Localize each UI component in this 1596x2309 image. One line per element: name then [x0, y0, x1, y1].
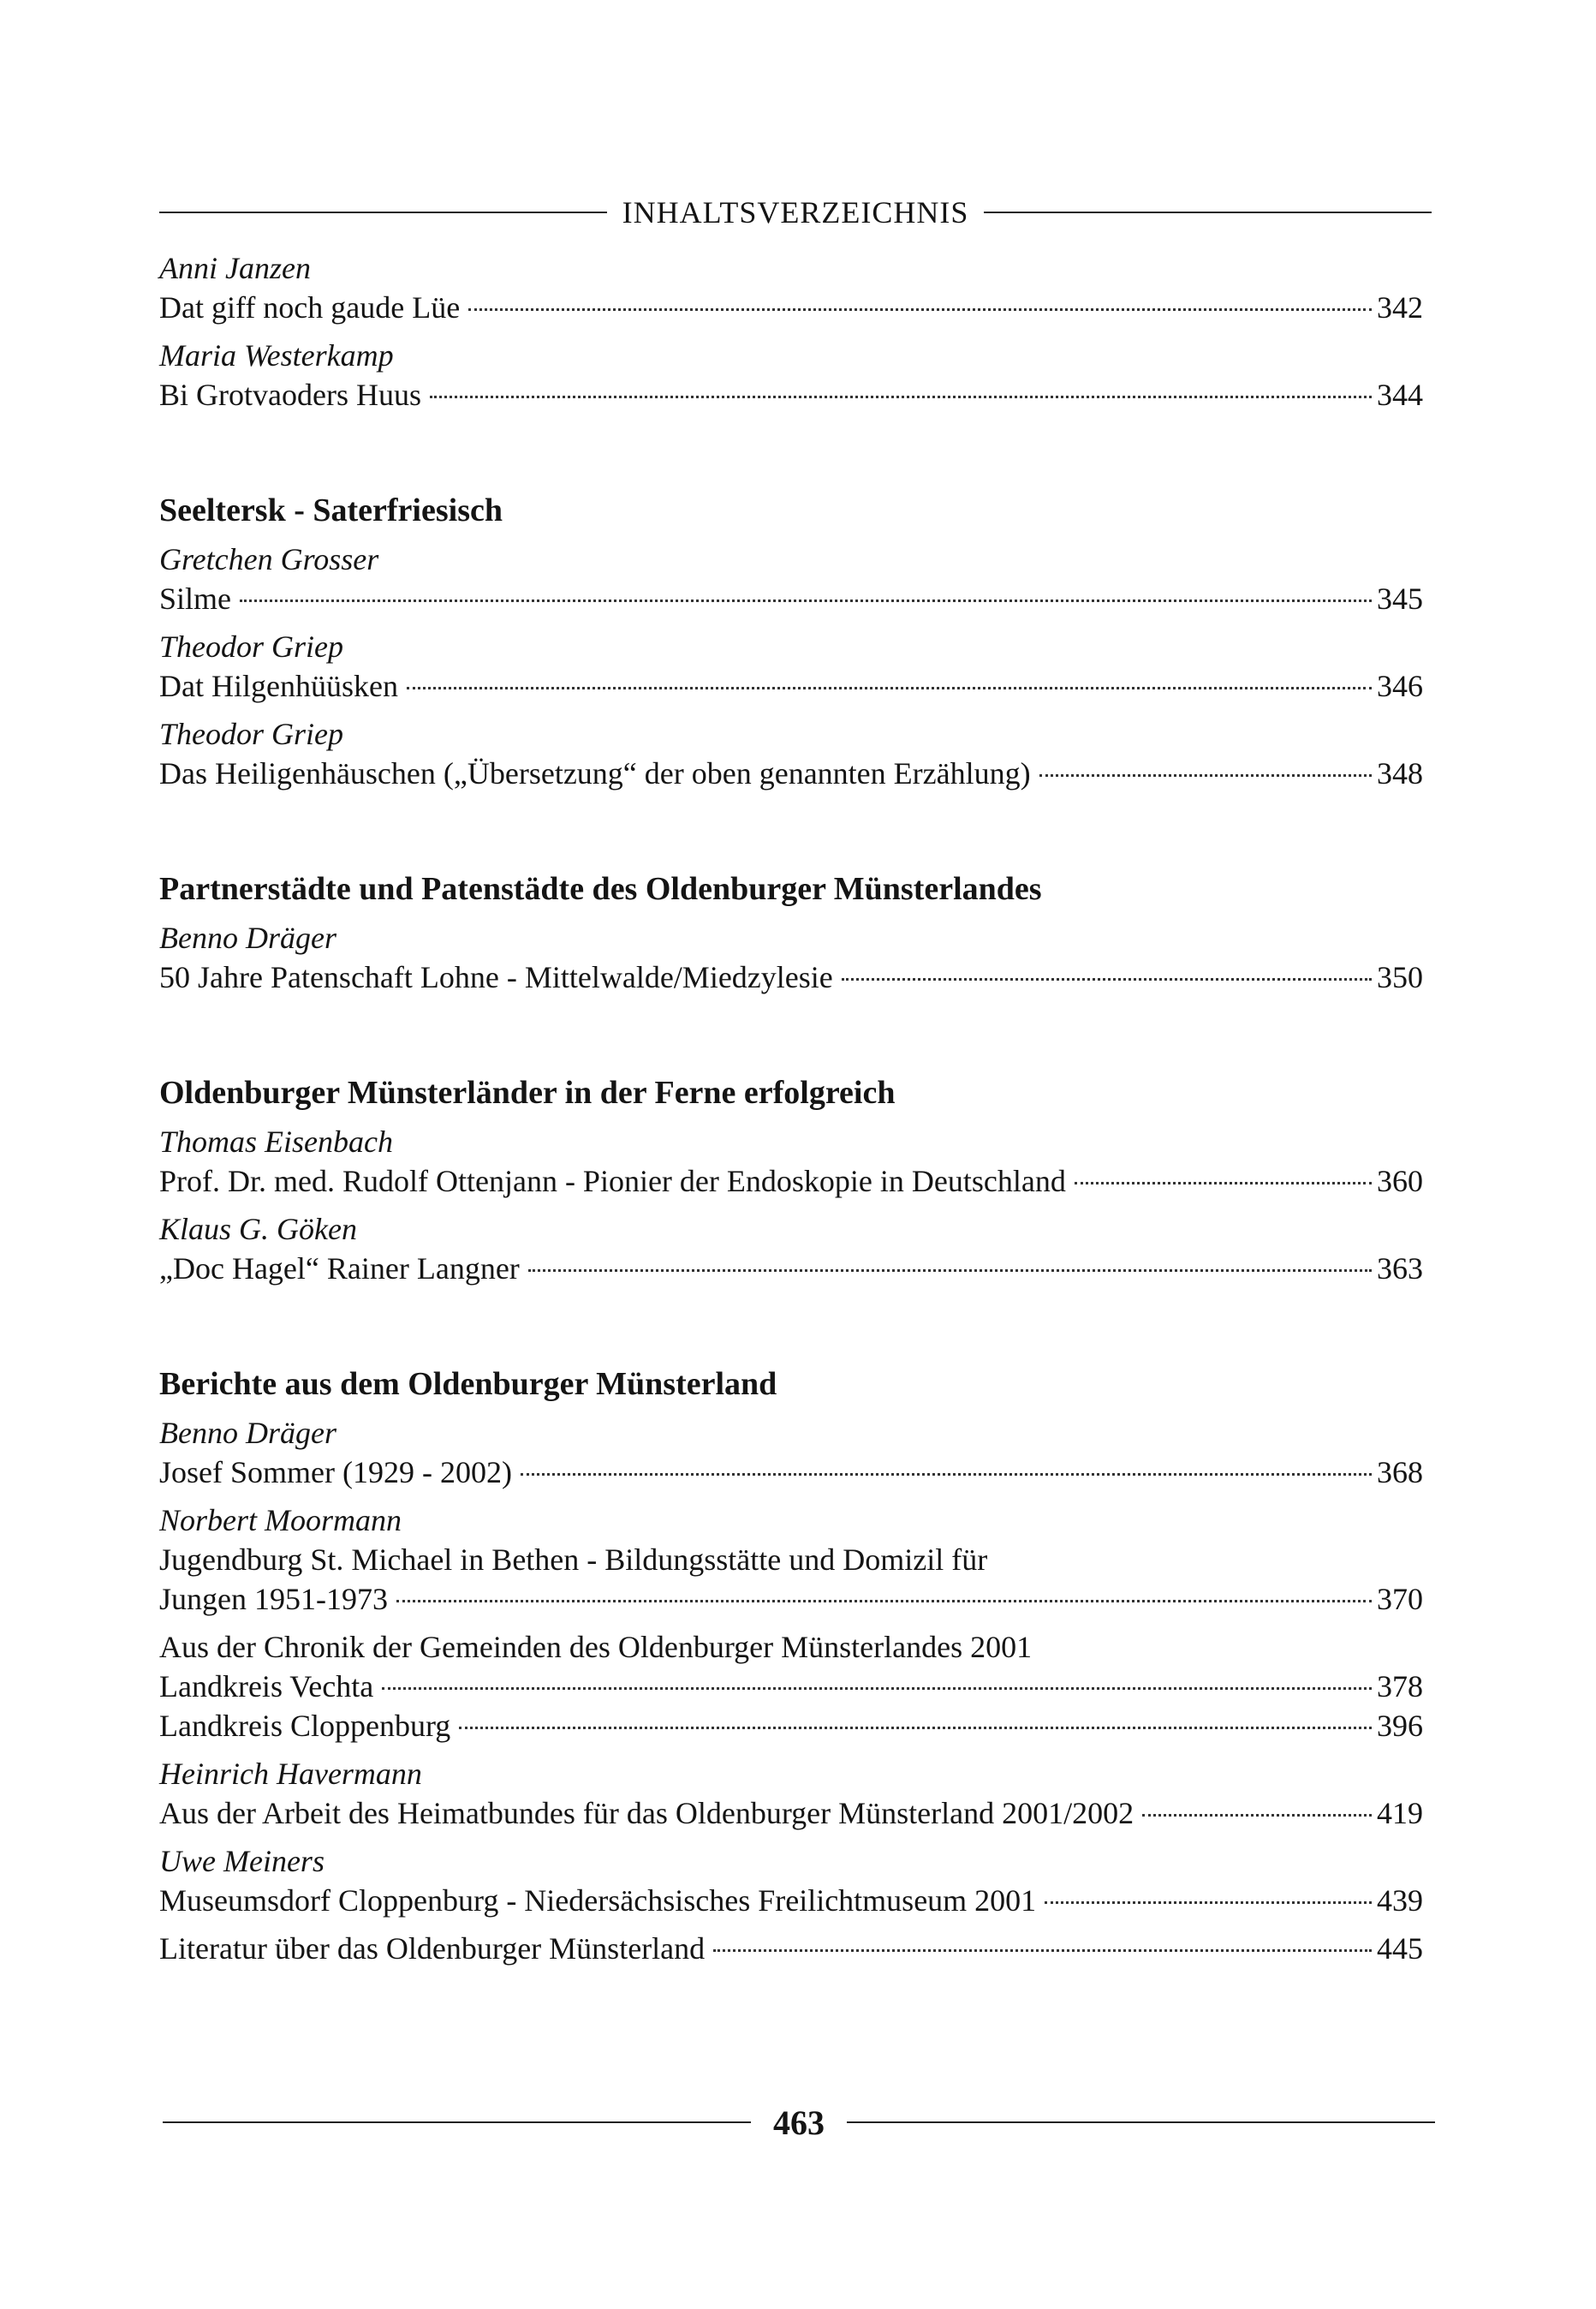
entry-author: Gretchen Grosser — [159, 542, 379, 576]
toc-entry — [159, 918, 1423, 997]
entry-author: Heinrich Havermann — [159, 1757, 422, 1791]
dot-leader — [430, 396, 1372, 398]
entry-title: Prof. Dr. med. Rudolf Ottenjann - Pionier der Endoskopie in Deutschland — [159, 1164, 1066, 1198]
entry-title: Dat giff noch gaude Lüe — [159, 290, 461, 325]
footer-rule-left — [163, 2121, 751, 2123]
entry-author: Thomas Eisenbach — [159, 1125, 393, 1159]
dot-leader — [521, 1473, 1372, 1476]
entry-title: 50 Jahre Patenschaft Lohne - Mittelwalde/Miedzylesie — [159, 960, 833, 994]
dot-leader — [1039, 774, 1372, 777]
header-title: INHALTSVERZEICHNIS — [622, 195, 969, 230]
page-footer — [163, 2100, 1435, 2145]
toc-entry — [159, 248, 1423, 327]
entry-title: Josef Sommer (1929 - 2002) — [159, 1455, 512, 1489]
toc-entry — [159, 1754, 1423, 1833]
entry-title: Landkreis Vechta — [159, 1669, 374, 1703]
entry-author: Maria Westerkamp — [159, 338, 394, 373]
dot-leader — [382, 1687, 1372, 1690]
dot-leader — [1075, 1182, 1372, 1184]
toc-line[interactable] — [159, 1579, 1423, 1619]
entry-page-number: 342 — [1377, 290, 1423, 325]
toc-section — [159, 868, 1423, 997]
toc-line[interactable] — [159, 1453, 1423, 1492]
entry-author: Uwe Meiners — [159, 1844, 325, 1878]
toc-section — [159, 248, 1423, 415]
toc-line[interactable] — [159, 1881, 1423, 1920]
entry-author: Benno Dräger — [159, 1416, 336, 1450]
dot-leader — [240, 600, 1372, 602]
table-of-contents — [159, 248, 1423, 1968]
entry-page-number: 419 — [1377, 1796, 1423, 1830]
toc-line[interactable] — [159, 375, 1423, 415]
toc-entry — [159, 1501, 1423, 1619]
entry-title: Dat Hilgenhüüsken — [159, 669, 398, 703]
dot-leader — [407, 687, 1372, 689]
section-title: Seeltersk - Saterfriesisch — [159, 492, 503, 528]
entry-title: Museumsdorf Cloppenburg - Niedersächsisches Freilichtmuseum 2001 — [159, 1883, 1037, 1918]
toc-line[interactable] — [159, 1706, 1423, 1745]
dot-leader — [1142, 1814, 1372, 1817]
toc-line[interactable] — [159, 1249, 1423, 1288]
entry-author: Klaus G. Göken — [159, 1212, 357, 1246]
entry-author: Theodor Griep — [159, 717, 343, 751]
entry-page-number: 370 — [1377, 1582, 1423, 1616]
entry-title: Jungen 1951-1973 — [159, 1582, 388, 1616]
entry-page-number: 445 — [1377, 1931, 1423, 1966]
toc-entry — [159, 1627, 1423, 1745]
toc-line[interactable] — [159, 1793, 1423, 1833]
entry-author: Benno Dräger — [159, 921, 336, 955]
toc-line[interactable] — [159, 1161, 1423, 1201]
toc-line[interactable] — [159, 579, 1423, 618]
entry-title: Landkreis Cloppenburg — [159, 1709, 451, 1743]
entry-page-number: 368 — [1377, 1455, 1423, 1489]
entry-author: Norbert Moormann — [159, 1503, 402, 1537]
toc-entry — [159, 540, 1423, 618]
entry-title: Das Heiligenhäuschen („Übersetzung“ der oben genannten Erzählung) — [159, 756, 1031, 791]
entry-author: Anni Janzen — [159, 251, 311, 285]
toc-line[interactable] — [159, 1929, 1423, 1968]
footer-rule-right — [847, 2121, 1435, 2123]
entry-title: Literatur über das Oldenburger Münsterland — [159, 1931, 706, 1966]
toc-section — [159, 490, 1423, 793]
entry-page-number: 346 — [1377, 669, 1423, 703]
section-title: Berichte aus dem Oldenburger Münsterland — [159, 1366, 777, 1402]
running-header — [159, 190, 1432, 235]
entry-page-number: 360 — [1377, 1164, 1423, 1198]
toc-entry — [159, 1413, 1423, 1492]
toc-entry — [159, 627, 1423, 706]
dot-leader — [713, 1949, 1372, 1952]
entry-page-number: 378 — [1377, 1669, 1423, 1703]
entry-title: Aus der Arbeit des Heimatbundes für das Oldenburger Münsterland 2001/2002 — [159, 1796, 1134, 1830]
entry-title: Aus der Chronik der Gemeinden des Oldenburger Münsterlandes 2001 — [159, 1630, 1033, 1664]
entry-page-number: 439 — [1377, 1883, 1423, 1918]
dot-leader — [468, 308, 1372, 311]
entry-page-number: 363 — [1377, 1251, 1423, 1286]
header-rule-left — [159, 212, 607, 213]
dot-leader — [396, 1600, 1372, 1602]
entry-page-number: 345 — [1377, 582, 1423, 616]
toc-line[interactable] — [159, 666, 1423, 706]
toc-line[interactable] — [159, 754, 1423, 793]
dot-leader — [459, 1727, 1372, 1729]
section-title: Oldenburger Münsterländer in der Ferne erfolgreich — [159, 1075, 896, 1111]
toc-line[interactable] — [159, 288, 1423, 327]
entry-page-number: 396 — [1377, 1709, 1423, 1743]
entry-title: Bi Grotvaoders Huus — [159, 378, 421, 412]
header-rule-right — [984, 212, 1432, 213]
entry-author: Theodor Griep — [159, 629, 343, 664]
page-number: 463 — [773, 2103, 825, 2142]
dot-leader — [1045, 1901, 1372, 1904]
toc-entry — [159, 336, 1423, 415]
toc-section — [159, 1363, 1423, 1968]
entry-title: Silme — [159, 582, 232, 616]
toc-line[interactable] — [159, 1667, 1423, 1706]
toc-entry — [159, 1929, 1423, 1968]
section-title: Partnerstädte und Patenstädte des Oldenburger Münsterlandes — [159, 871, 1042, 907]
entry-title: Jugendburg St. Michael in Bethen - Bildungsstätte und Domizil für — [159, 1542, 988, 1577]
dot-leader — [842, 978, 1372, 981]
entry-page-number: 350 — [1377, 960, 1423, 994]
toc-entry — [159, 1841, 1423, 1920]
entry-page-number: 344 — [1377, 378, 1423, 412]
dot-leader — [528, 1269, 1372, 1272]
entry-page-number: 348 — [1377, 756, 1423, 791]
toc-entry — [159, 1209, 1423, 1288]
toc-entry — [159, 1122, 1423, 1201]
toc-entry — [159, 714, 1423, 793]
entry-title: „Doc Hagel“ Rainer Langner — [159, 1251, 520, 1286]
toc-line[interactable] — [159, 958, 1423, 997]
toc-section — [159, 1072, 1423, 1288]
